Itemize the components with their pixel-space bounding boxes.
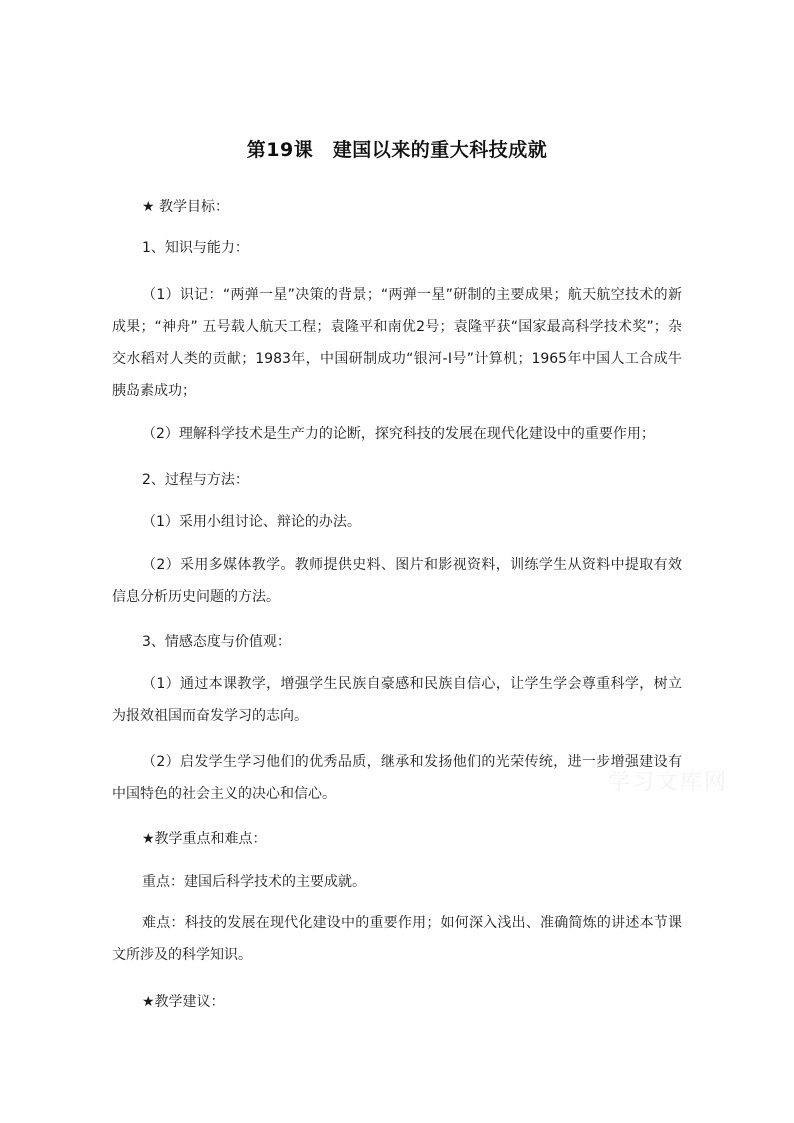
process-method-heading: 2、过程与方法： [142,472,249,488]
process-item-2: （2）采用多媒体教学。教师提供史料、图片和影视资料，训练学生从资料中提取有效信息分析历史问题的方法。 [112,557,682,605]
difficult-point: 难点：科技的发展在现代化建设中的重要作用；如何深入浅出、准确简炼的讲述本节课文所涉及的科学知识。 [112,915,682,963]
teaching-suggestions-heading: ★教学建议： [142,994,225,1010]
key-points-heading: ★教学重点和难点： [142,831,267,847]
knowledge-item-2: （2）理解科学技术是生产力的论断，探究科技的发展在现代化建设中的重要作用； [142,426,655,442]
emotion-values-heading: 3、情感态度与价值观： [142,634,291,650]
emotion-item-2: （2）启发学生学习他们的优秀品质，继承和发扬他们的光荣传统，进一步增强建设有中国特色的社会主义的决心和信心。 [112,754,682,802]
watermark: 学习文库网 [608,770,729,795]
process-item-1: （1）采用小组讨论、辩论的办法。 [142,514,361,530]
emotion-item-1: （1）通过本课教学，增强学生民族自豪感和民族自信心，让学生学会尊重科学，树立为报效祖国而奋发学习的志向。 [112,676,682,724]
knowledge-item-1: （1）识记：“两弹一星”决策的背景；“两弹一星”研制的主要成果；航天航空技术的新成果；“神舟” 五号载人航天工程；袁隆平和南优2号；袁隆平获“国家最高科学技术奖”；杂交水稻对人类的贡献；1983年，中国研制成功“银河-Ⅰ号”计算机；1965年中国人工合成牛胰岛素成功； [112,287,682,399]
knowledge-ability-heading: 1、知识与能力： [142,240,249,256]
teaching-goals-heading: ★ 教学目标： [142,199,230,215]
key-point: 重点：建国后科学技术的主要成就。 [142,874,366,890]
lesson-title: 第19课 建国以来的重大科技成就 [246,139,548,161]
